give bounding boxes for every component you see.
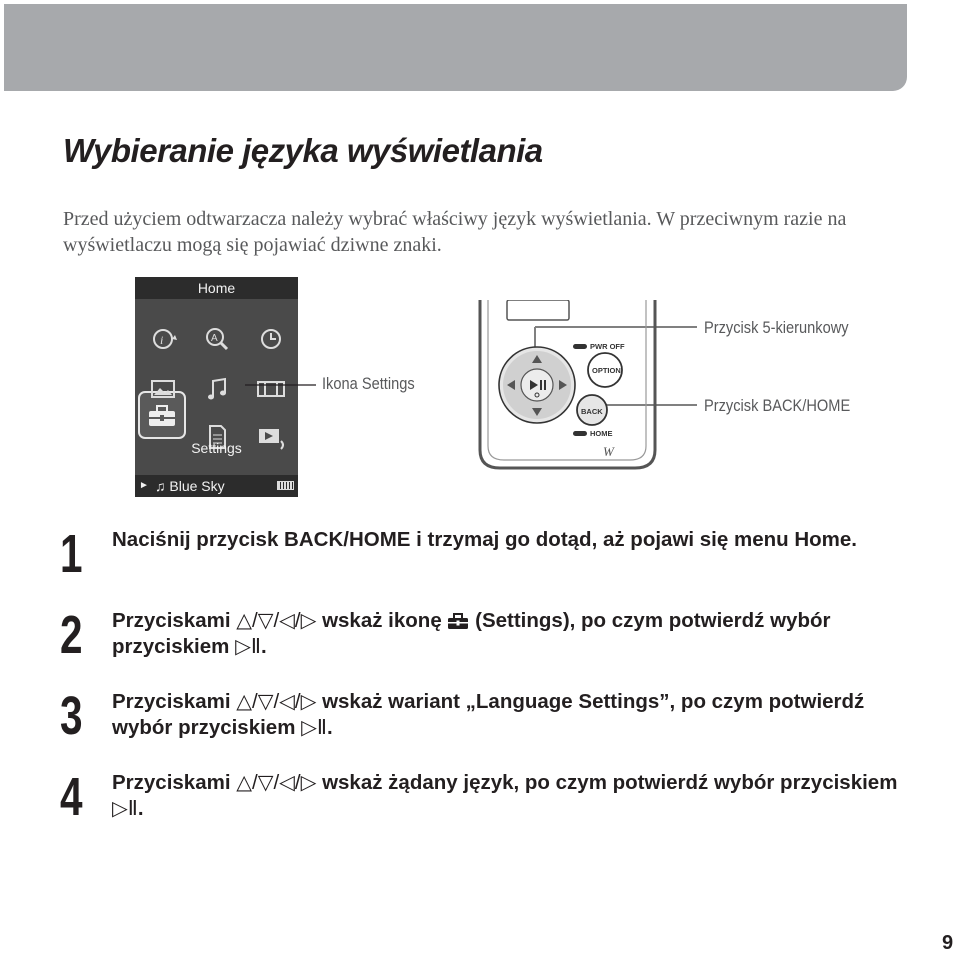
step-text: Przyciskami △/▽/◁/▷ wskaż ikonę (Settings), po czym potwierdź wybór przyciskiem ▷Ⅱ. [112,609,831,658]
step-number: 2 [60,605,83,665]
intro-paragraph: Przed użyciem odtwarzacza należy wybrać właściwy język wyświetlania. W przeciwnym razie na wyświetlaczu mogą się pojawiać dziwne znaki. [63,208,847,256]
direction-arrows: △/▽/◁/▷ [236,609,317,632]
step-text: Przyciskami △/▽/◁/▷ wskaż żądany język, po czym potwierdź wybór przyciskiem ▷Ⅱ. [112,771,898,820]
callout-back-home-button: Przycisk BACK/HOME [704,396,851,415]
play-pause-symbol: ▷Ⅱ [235,635,261,658]
play-pause-symbol: ▷Ⅱ [112,797,138,820]
direction-arrows: △/▽/◁/▷ [236,690,317,713]
direction-arrows: △/▽/◁/▷ [236,771,317,794]
svg-text:A: A [211,333,218,344]
option-label: OPTION [592,366,621,375]
selected-item-label: Settings [191,440,242,456]
step-text: Naciśnij przycisk BACK/HOME i trzymaj go dotąd, aż pojawi się menu Home. [112,528,857,551]
play-pause-symbol: ▷Ⅱ [301,716,327,739]
song-title: Blue Sky [169,478,225,494]
step-number: 3 [60,686,83,746]
play-indicator-icon: ► [139,480,149,491]
callout-five-way-button: Przycisk 5-kierunkowy [704,318,849,337]
callout-settings-icon: Ikona Settings [322,374,415,393]
page-number: 9 [942,932,954,954]
back-label: BACK [581,407,603,416]
pwr-off-label: PWR OFF [590,342,625,351]
step-text: Przyciskami △/▽/◁/▷ wskaż wariant „Language Settings”, po czym potwierdź wybór przyciskiem ▷Ⅱ. [112,690,865,739]
page-title: Wybieranie języka wyświetlania [63,132,543,169]
svg-text:i: i [160,333,164,347]
step-number: 4 [60,767,83,827]
note-icon: ♫ [155,478,166,494]
device-diagram [470,300,670,475]
settings-toolbox-icon [447,612,469,630]
home-label: HOME [590,429,613,438]
walkman-logo: W [603,444,614,459]
step-number: 1 [60,524,83,584]
screen-header: Home [135,277,298,299]
